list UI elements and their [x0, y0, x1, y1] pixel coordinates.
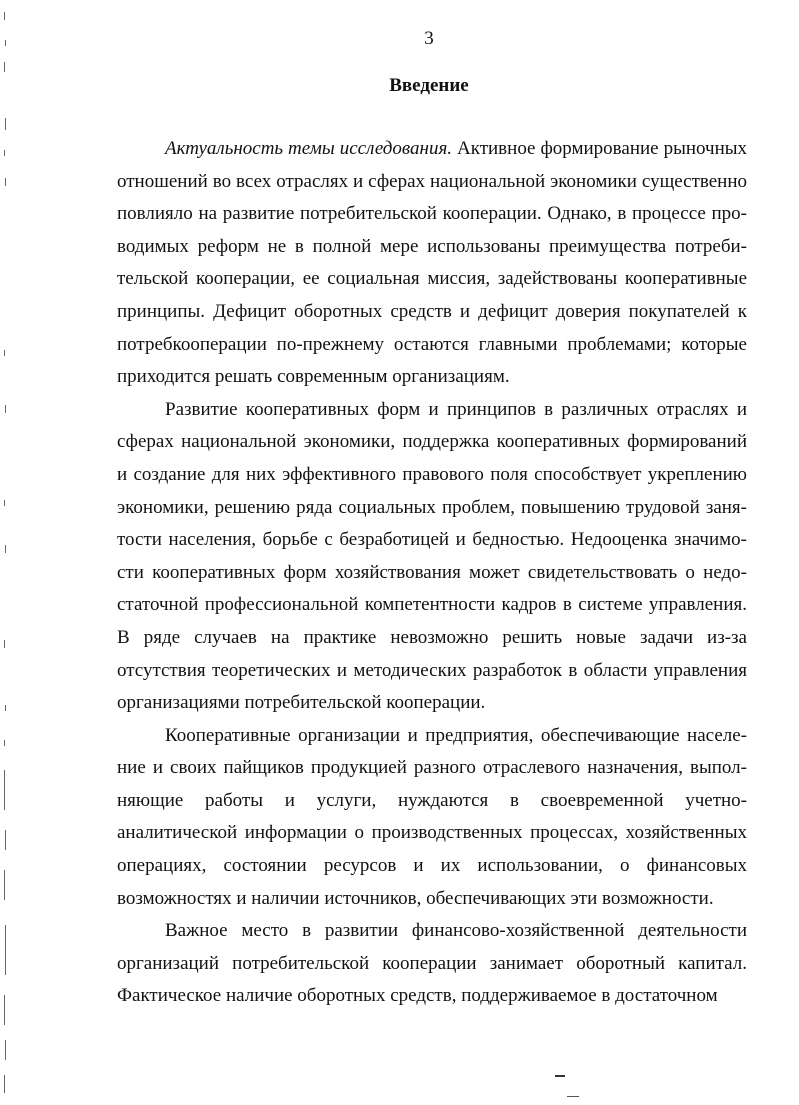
body-text: [117, 133, 747, 1013]
section-title: Введение: [389, 75, 469, 96]
paragraph-1-text: Активное формирование рыночных отношений во всех отраслях и сферах национальной экономики существенно повлияло на развитие потребительской кооперации. Однако, в процессе проводимых реформ не в полной мере использованы преимущества потребительской кооперации, ее социальная миссия, задействованы кооперативные принципы. Дефицит оборотных средств и дефицит доверия покупателей к потребкооперации по-прежнему остаются главными проблемами; которые приходится решать современным организациям.: [117, 138, 748, 388]
paragraph-3: Кооперативные организации и предприятия, обеспечивающие население и своих пайщиков продукцией разного отраслевого назначения, выполняющие работы и услуги, нуждаются в своевременной учетно-аналитической информации о производственных процессах, хозяйственных операциях, состоянии ресурсов и их использовании, о финансовых возможностях и наличии источников, обеспечивающих эти возможности.: [117, 724, 747, 909]
scan-mark: [567, 1096, 579, 1097]
paragraph-4: Важное место в развитии финансово-хозяйственной деятельности организаций потребительской кооперации занимает оборотный капитал. Фактическое наличие оборотных средств, поддерживаемое в достаточном: [117, 920, 747, 1007]
paragraph-2: Развитие кооперативных форм и принципов в различных отраслях и сферах национальной экономики, поддержка кооперативных формирований и создание для них эффективного правового поля способствует укреплению экономики, решению ряда социальных проблем, повышению трудовой занятости населения, борьбе с безработицей и бедностью. Недооценка значимости кооперативных форм хозяйствования может свидетельствовать о недостаточной профессиональной компетентности кадров в системе управления. В ряде случаев на практике невозможно решить новые задачи из-за отсутствия теоретических и методических разработок в области управления организациями потребительской кооперации.: [117, 398, 747, 714]
paragraph-1: [117, 133, 747, 394]
scan-margin-artifacts: [3, 0, 13, 1105]
paragraph-1-lead: Актуальность темы исследования.: [165, 138, 453, 159]
page-number: 3: [424, 28, 434, 49]
scan-mark: [555, 1075, 565, 1077]
